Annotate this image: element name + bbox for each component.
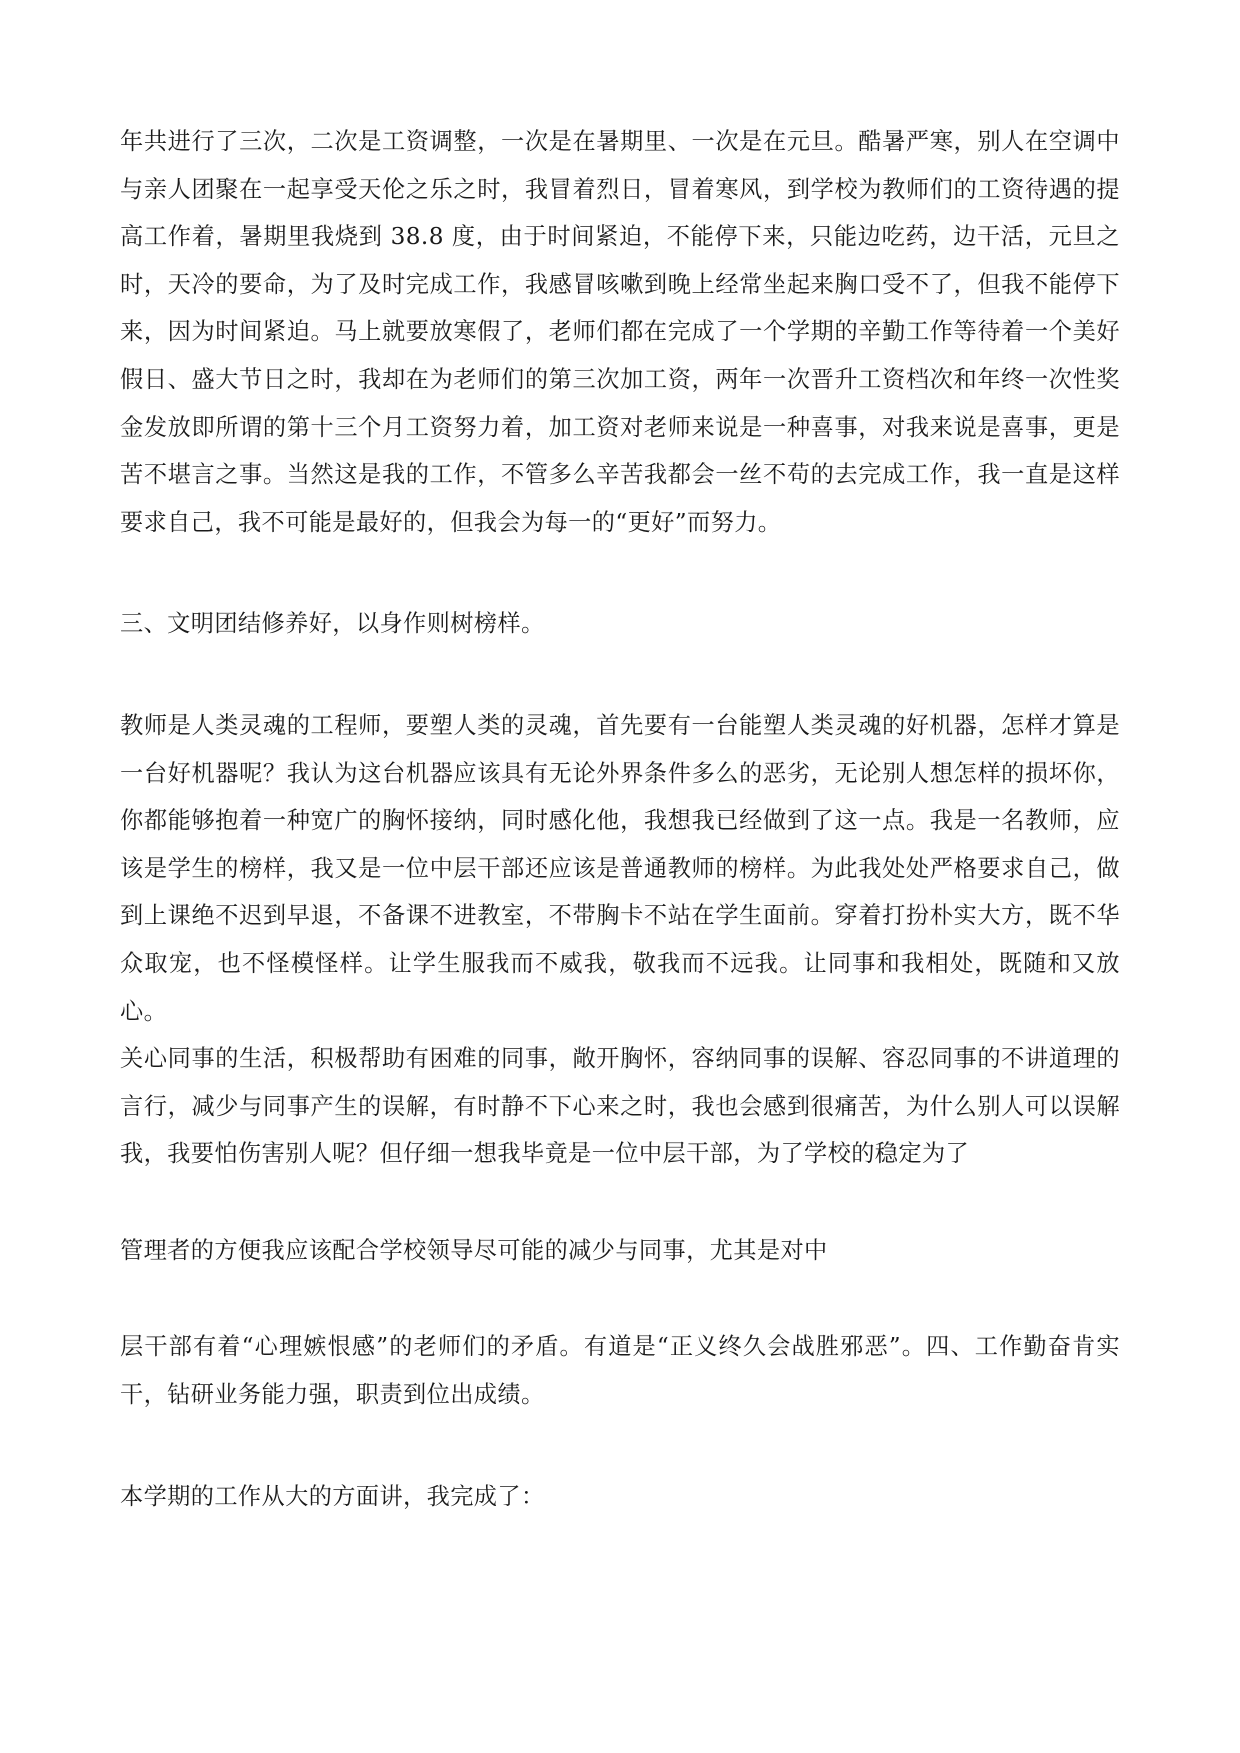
- paragraph-gap: [120, 1419, 1120, 1473]
- paragraph-conflict-and-work: 层干部有着“心理嫉恨感”的老师们的矛盾。有道是“正义终久会战胜邪恶”。四、工作勤奋肯实干，钻研业务能力强，职责到位出成绩。: [120, 1333, 1120, 1409]
- paragraph-gap: [120, 648, 1120, 702]
- paragraph-gap: [120, 1178, 1120, 1227]
- paragraph-gap: [120, 546, 1120, 600]
- paragraph-teacher-model: 教师是人类灵魂的工程师，要塑人类的灵魂，首先要有一台能塑人类灵魂的好机器，怎样才算是一台好机器呢？我认为这台机器应该具有无论外界条件多么的恶劣，无论别人想怎样的损坏你，你都能够抱着一种宽广的胸怀接纳，同时感化他，我想我已经做到了这一点。我是一名教师，应该是学生的榜样，我又是一位中层干部还应该是普通教师的榜样。为此我处处严格要求自己，做到上课绝不迟到早退，不备课不进教室，不带胸卡不站在学生面前。穿着打扮朴实大方，既不华众取宠，也不怪模怪样。让学生服我而不威我，敬我而不远我。让同事和我相处，既随和又放心。: [120, 711, 1120, 1025]
- paragraph-care-colleagues: 关心同事的生活，积极帮助有困难的同事，敞开胸怀，容纳同事的误解、容忍同事的不讲道理的言行，减少与同事产生的误解，有时静不下心来之时，我也会感到很痛苦，为什么别人可以误解我，我要怕伤害别人呢？但仔细一想我毕竟是一位中层干部，为了学校的稳定为了: [120, 1045, 1120, 1168]
- paragraph-salary-work: 年共进行了三次，二次是工资调整，一次是在暑期里、一次是在元旦。酷暑严寒，别人在空调中与亲人团聚在一起享受天伦之乐之时，我冒着烈日，冒着寒风，到学校为教师们的工资待遇的提高工作着，暑期里我烧到 38.8 度，由于时间紧迫，不能停下来，只能边吃药，边干活，元旦之时，天冷的要命，为了及时完成工作，我感冒咳嗽到晚上经常坐起来胸口受不了，但我不能停下来，因为时间紧迫。马上就要放寒假了，老师们都在完成了一个学期的辛勤工作等待着一个美好假日、盛大节日之时，我却在为老师们的第三次加工资，两年一次晋升工资档次和年终一次性奖金发放即所谓的第十三个月工资努力着，加工资对老师来说是一种喜事，对我来说是喜事，更是苦不堪言之事。当然这是我的工作，不管多么辛苦我都会一丝不苟的去完成工作，我一直是这样要求自己，我不可能是最好的，但我会为每一的“更好”而努力。: [120, 128, 1120, 536]
- paragraph-semester-summary: 本学期的工作从大的方面讲，我完成了：: [120, 1482, 545, 1510]
- paragraph-gap: [120, 1274, 1120, 1323]
- paragraph-management-convenience: 管理者的方便我应该配合学校领导尽可能的减少与同事，尤其是对中: [120, 1236, 828, 1264]
- section-heading-civility: 三、文明团结修养好，以身作则树榜样。: [120, 610, 545, 638]
- document-page: [120, 118, 1120, 1520]
